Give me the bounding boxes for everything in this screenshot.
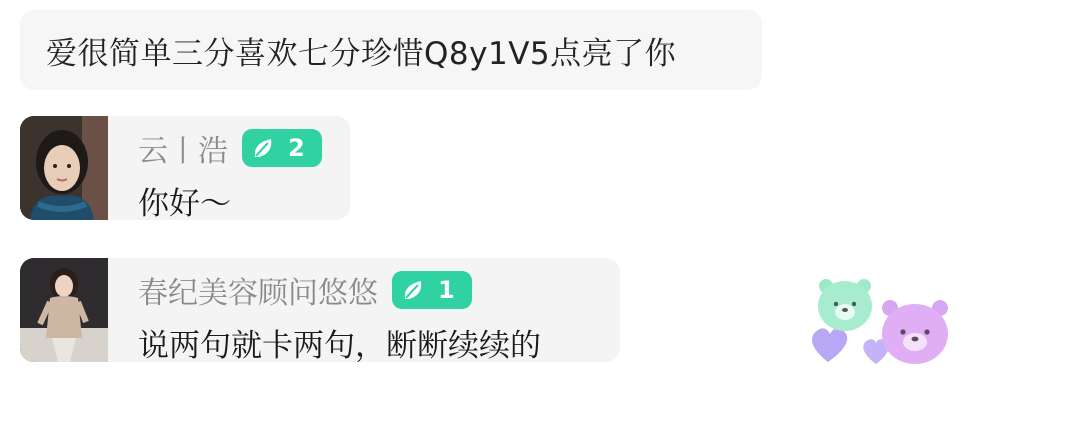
level-badge xyxy=(392,271,472,309)
message-text: 说两句就卡两句，断断续续的 xyxy=(138,328,541,362)
level-number: 1 xyxy=(438,276,455,304)
name-row xyxy=(138,270,620,310)
chat-message[interactable] xyxy=(20,116,350,220)
username[interactable]: 春纪美容顾问悠悠 xyxy=(138,276,378,311)
bears-with-hearts-icon xyxy=(806,276,956,372)
join-notice-text: 爱很简单三分喜欢七分珍惜Q8y1V5点亮了你 xyxy=(46,35,677,72)
message-text: 你好～ xyxy=(138,186,231,220)
level-badge xyxy=(242,129,322,167)
leaf-icon xyxy=(250,135,276,161)
name-row xyxy=(138,128,350,168)
level-number: 2 xyxy=(288,134,305,162)
avatar-woman-scarf-icon xyxy=(20,116,108,220)
message-body xyxy=(108,116,350,220)
message-body xyxy=(108,258,620,362)
avatar[interactable] xyxy=(20,258,108,362)
avatar[interactable] xyxy=(20,116,108,220)
join-notice-bubble xyxy=(20,10,762,90)
chat-message[interactable] xyxy=(20,258,620,362)
username[interactable]: 云丨浩 xyxy=(138,134,228,169)
avatar-woman-standing-icon xyxy=(20,258,108,362)
leaf-icon xyxy=(400,277,426,303)
